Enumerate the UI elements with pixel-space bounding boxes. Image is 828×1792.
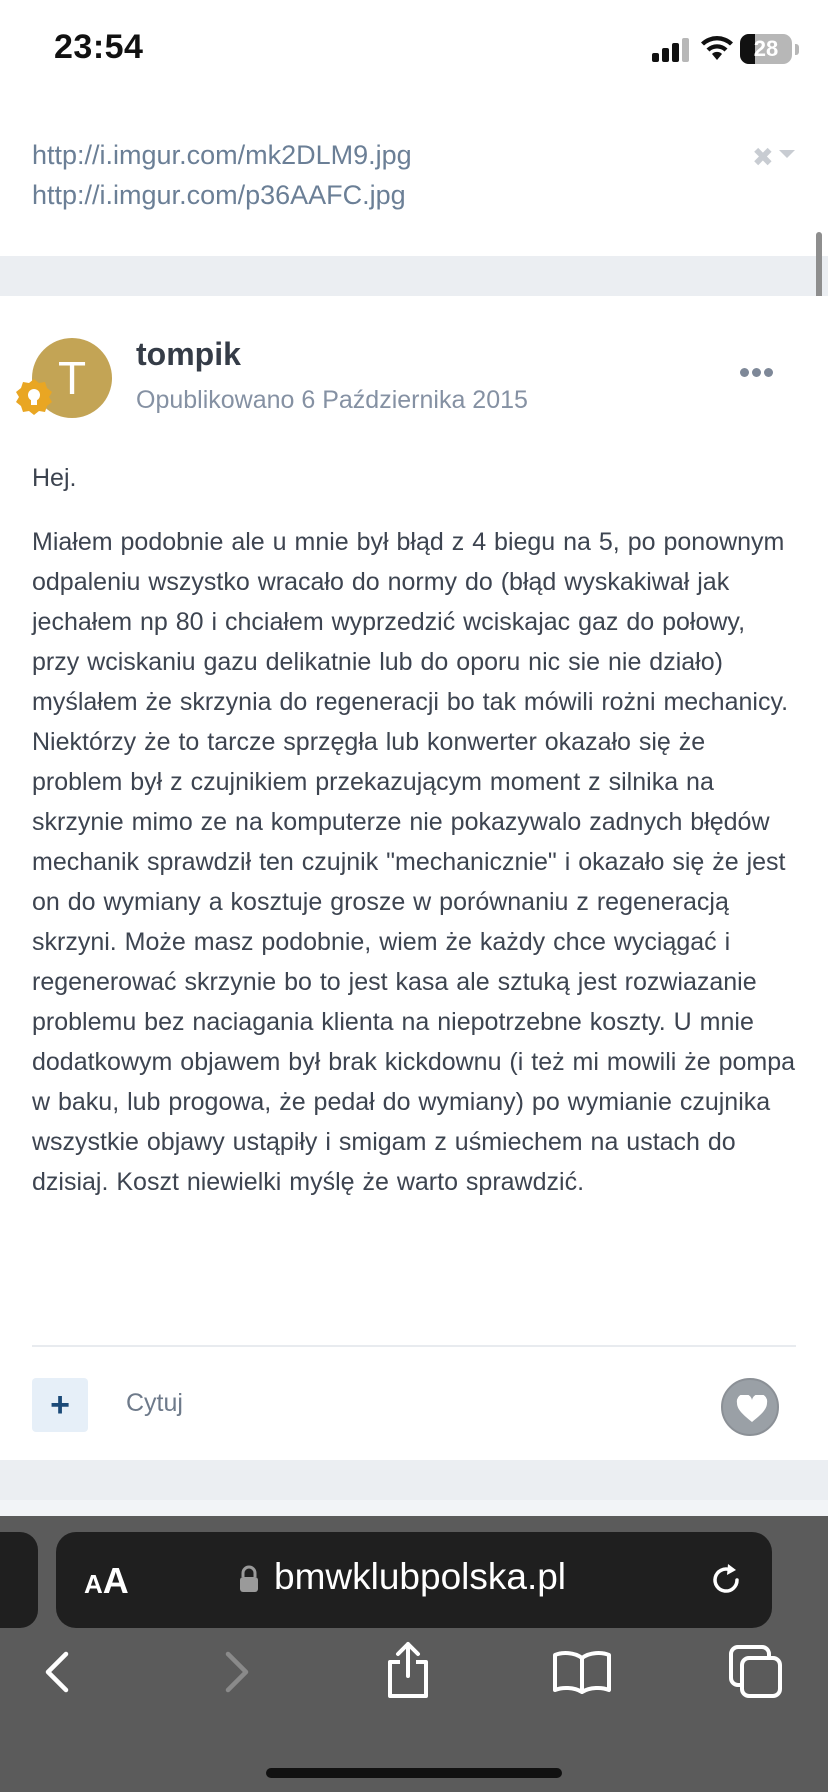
status-time: 23:54 (54, 28, 144, 66)
post-date: Opublikowano 6 Października 2015 (136, 386, 528, 414)
post-separator-bottom (0, 1460, 828, 1500)
browser-toolbar (0, 1516, 828, 1792)
tabs-icon[interactable] (728, 1644, 784, 1700)
lightbulb-badge-icon (15, 378, 53, 416)
post-separator (0, 256, 828, 296)
image-link-1[interactable]: http://i.imgur.com/mk2DLM9.jpg (32, 140, 412, 170)
multiquote-plus-button[interactable]: + (32, 1378, 88, 1432)
battery-level: 28 (753, 36, 779, 61)
post-content (32, 458, 800, 1202)
reader-settings-button[interactable]: AA (84, 1560, 129, 1601)
quote-button[interactable]: Cytuj (126, 1389, 183, 1417)
chevron-down-icon[interactable] (779, 150, 795, 158)
lock-icon (238, 1565, 260, 1593)
reload-icon[interactable] (708, 1562, 744, 1598)
bookmarks-icon[interactable] (552, 1650, 612, 1694)
post-greeting: Hej. (32, 464, 77, 492)
home-indicator[interactable] (266, 1768, 562, 1778)
image-link-2[interactable]: http://i.imgur.com/p36AAFC.jpg (32, 180, 406, 210)
battery-icon (740, 34, 792, 64)
wifi-icon (700, 34, 734, 62)
divider (32, 1345, 796, 1347)
close-icon[interactable]: ✖ (752, 142, 774, 172)
post-text: Miałem podobnie ale u mnie był błąd z 4 biegu na 5, po ponownym odpaleniu wszystko wracało do normy do (błąd wyskakiwał jak jechałem np 80 i chciałem wyprzedzić wciskajac gaz do połowy, przy wciskaniu gazu delikatnie lub do oporu nic sie nie działo) myślałem że skrzynia do regeneracji bo tak mówili rożni mechanicy. Niektórzy że to tarcze sprzęgła lub konwerter okazało się że problem był z czujnikiem przekazującym moment z silnika na skrzynie mimo ze na komputerze nie pokazywalo zadnych błędów mechanik sprawdził ten czujnik "mechanicznie" i okazało się że jest on do wymiany a kosztuje grosze w porównaniu z regeneracją skrzyni. Może masz podobnie, wiem że każdy chce wyciągać i regenerować skrzynie bo to jest kasa ale sztuką jest rozwiazanie problemu bez naciagania klienta na niepotrzebne koszty. U mnie dodatkowym objawem był brak kickdownu (i też mi mowili że pompa w baku, lub progowa, że pedał do wymiany) po wymianie czujnika wszystkie objawy ustąpiły i smigam z uśmiechem na ustach do dzisiaj. Koszt niewielki myślę że warto sprawdzić. (32, 528, 796, 1196)
status-bar (0, 0, 828, 100)
cellular-signal-icon (652, 38, 692, 62)
previous-tab[interactable] (0, 1532, 38, 1628)
post-author[interactable]: tompik (136, 336, 241, 372)
more-options-icon[interactable] (740, 368, 774, 378)
heart-icon (736, 1395, 768, 1423)
battery-tip (795, 44, 799, 55)
forward-icon[interactable] (216, 1648, 256, 1696)
share-icon[interactable] (384, 1640, 432, 1700)
avatar[interactable]: T (32, 338, 112, 418)
like-button[interactable] (721, 1378, 779, 1436)
url-text[interactable]: bmwklubpolska.pl (274, 1556, 567, 1597)
address-bar[interactable] (56, 1532, 772, 1628)
back-icon[interactable] (38, 1648, 78, 1696)
previous-post-links (0, 100, 828, 256)
forum-post (0, 296, 828, 1460)
next-post-edge (0, 1500, 828, 1516)
